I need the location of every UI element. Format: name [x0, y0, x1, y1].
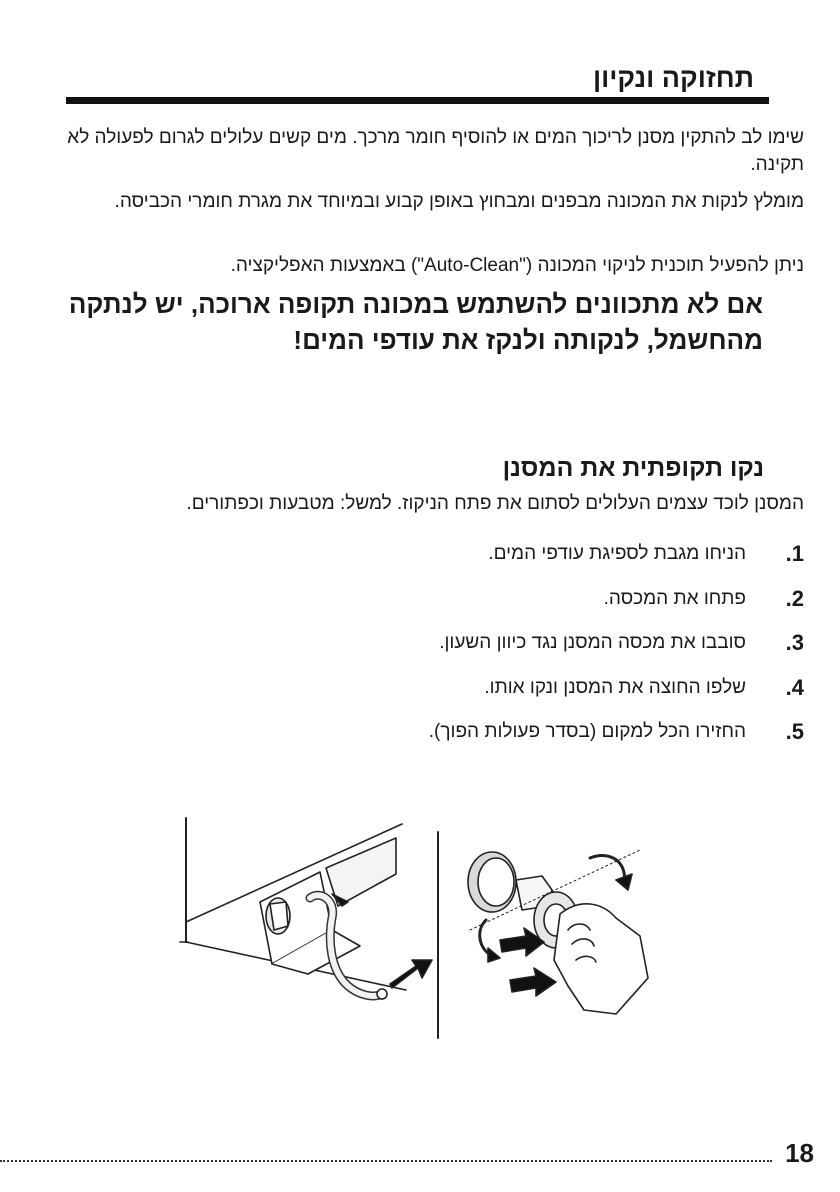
- intro-paragraph-water-softener: שימו לב להתקין מסנן לריכוך המים או להוסיף חומר מרכך. מים קשים עלולים לגרום לפעולה לא תקינה.: [67, 127, 804, 175]
- step-text: החזירו הכל למקום (בסדר פעולות הפוך).: [428, 721, 746, 743]
- step-text: הניחו מגבת לספיגת עודפי המים.: [488, 543, 746, 565]
- step-item: [104, 710, 804, 755]
- intro-paragraph-cleaning: מומלץ לנקות את המכונה מבפנים ומבחוץ באופן קבוע ובמיוחד את מגרת חומרי הכביסה.: [114, 191, 804, 212]
- step-number: 2.: [785, 585, 804, 611]
- step-text: פתחו את המכסה.: [603, 587, 746, 609]
- step-item: [104, 621, 804, 666]
- page-title: תחזוקה ונקיון: [592, 63, 754, 93]
- section-title-filter: נקו תקופתית את המסנן: [502, 454, 764, 482]
- filter-steps-list: [104, 532, 804, 755]
- filter-description: המסנן לוכד עצמים העלולים לסתום את פתח הניקוז. למשל: מטבעות וכפתורים.: [186, 493, 804, 514]
- step-number: 3.: [785, 630, 804, 656]
- step-text: סובבו את מכסה המסנן נגד כיוון השעון.: [439, 632, 746, 654]
- filter-removal-drawing: [468, 850, 648, 1014]
- warning-text: אם לא מתכוונים להשתמש במכונה תקופה ארוכה, יש לנתקה מהחשמל, לנקותה ולנקז את עודפי המים!: [68, 289, 763, 355]
- step-number: 5.: [785, 719, 804, 745]
- title-underline: [66, 97, 769, 104]
- footer-dotted-rule: [0, 1160, 772, 1162]
- step-number: 4.: [785, 674, 804, 700]
- step-item: [104, 577, 804, 622]
- filter-cleaning-illustration: [170, 810, 660, 1040]
- step-item: [104, 666, 804, 711]
- step-text: שלפו החוצה את המסנן ונקו אותו.: [484, 676, 746, 698]
- step-number: 1.: [785, 541, 804, 567]
- machine-drain-panel-drawing: [180, 818, 438, 1038]
- intro-paragraph-auto-clean: ניתן להפעיל תוכנית לניקוי המכונה ("Auto-Clean") באמצעות האפליקציה.: [230, 255, 804, 276]
- page-number: 18: [785, 1138, 814, 1168]
- step-item: [104, 532, 804, 577]
